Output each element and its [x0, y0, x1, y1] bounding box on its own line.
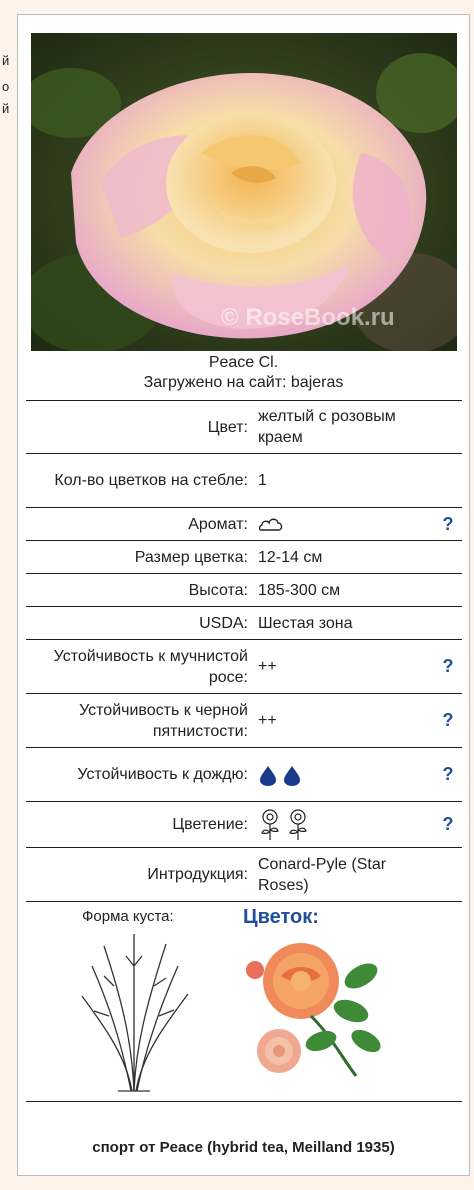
property-value: 12-14 см [252, 541, 434, 574]
property-row [26, 401, 462, 454]
rose-photo[interactable] [31, 33, 457, 351]
property-row [26, 508, 462, 541]
help-link[interactable]: ? [434, 802, 462, 848]
property-label: Высота: [26, 574, 252, 607]
property-value: 1 [252, 454, 434, 508]
property-row [26, 574, 462, 607]
bloom-icon [258, 808, 314, 842]
help-link [434, 454, 462, 508]
help-link[interactable]: ? [434, 748, 462, 802]
property-row [26, 802, 462, 848]
property-label: Размер цветка: [26, 541, 252, 574]
property-value: Conard-Pyle (Star Roses) [252, 848, 434, 902]
property-label: Цветение: [26, 802, 252, 848]
shape-and-flower [26, 908, 462, 1100]
property-value: желтый с розовым краем [252, 401, 434, 454]
help-link [434, 541, 462, 574]
help-link [434, 574, 462, 607]
bush-shape-label: Форма куста: [82, 908, 174, 925]
property-row [26, 640, 462, 694]
help-link[interactable]: ? [434, 694, 462, 748]
divider [26, 1101, 462, 1102]
property-value [252, 508, 434, 541]
property-label: USDA: [26, 607, 252, 640]
property-label: Аромат: [26, 508, 252, 541]
uploaded-by: Загружено на сайт: bajeras [143, 374, 344, 391]
property-row [26, 848, 462, 902]
property-row [26, 454, 462, 508]
photo-watermark: © RoseBook.ru [221, 304, 395, 331]
property-label: Цвет: [26, 401, 252, 454]
help-link[interactable]: ? [434, 508, 462, 541]
rain-drops-icon [258, 763, 306, 787]
help-link [434, 848, 462, 902]
property-row [26, 694, 462, 748]
bush-shape-icon [74, 926, 194, 1096]
property-value: ++ [252, 694, 434, 748]
properties-table [26, 400, 462, 902]
rose-name: Peace Cl. [208, 354, 279, 371]
left-strip-text: й [2, 53, 10, 68]
parentage-note: спорт от Peace (hybrid tea, Meilland 1935) [92, 1139, 395, 1156]
flower-icon [241, 936, 411, 1086]
property-value [252, 802, 434, 848]
property-row [26, 541, 462, 574]
property-value: 185-300 см [252, 574, 434, 607]
flower-label: Цветок: [243, 906, 319, 928]
help-link [434, 401, 462, 454]
property-value: Шестая зона [252, 607, 434, 640]
help-link [434, 607, 462, 640]
rose-card [17, 14, 470, 1176]
property-label: Интродукция: [26, 848, 252, 902]
property-label: Устойчивость к черной пятнистости: [26, 694, 252, 748]
aroma-cloud-icon [258, 515, 284, 533]
left-strip-text: о [2, 79, 10, 94]
property-row [26, 748, 462, 802]
property-label: Устойчивость к дождю: [26, 748, 252, 802]
help-link[interactable]: ? [434, 640, 462, 694]
property-value: ++ [252, 640, 434, 694]
left-strip-text: й [2, 101, 10, 116]
property-row [26, 607, 462, 640]
property-label: Устойчивость к мучнистой росе: [26, 640, 252, 694]
property-label: Кол-во цветков на стебле: [26, 454, 252, 508]
property-value [252, 748, 434, 802]
